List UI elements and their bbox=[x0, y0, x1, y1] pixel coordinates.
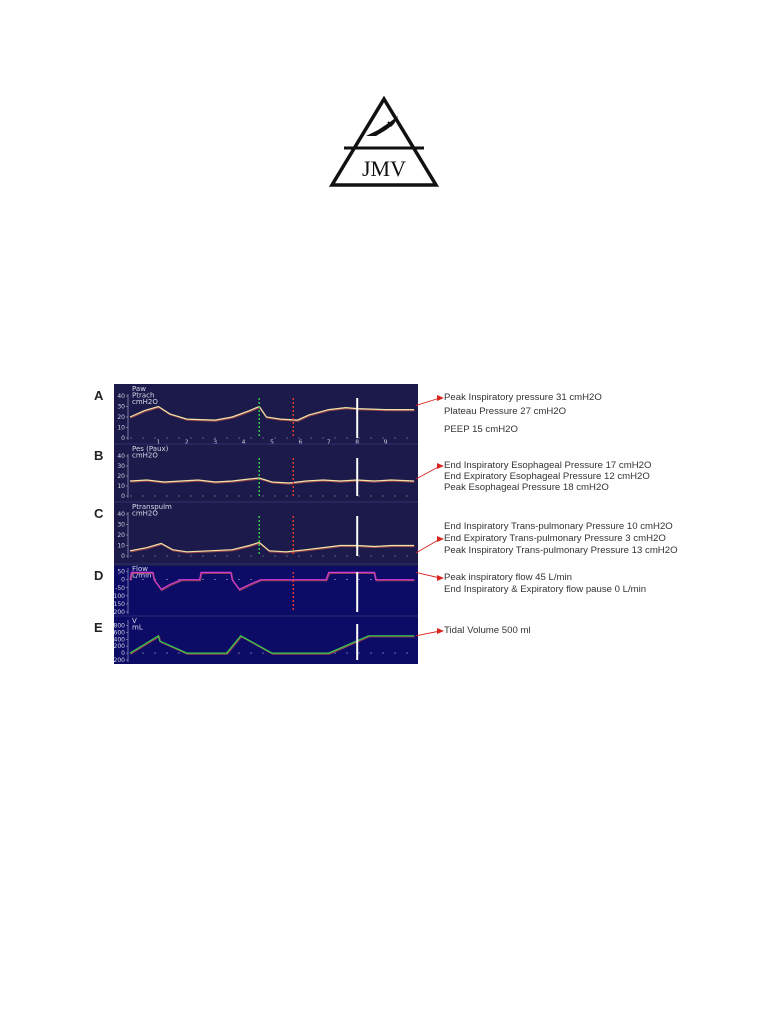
annotation-arrow bbox=[416, 466, 440, 479]
y-tick-label: 0 bbox=[121, 493, 125, 500]
y-tick-label: 0 bbox=[121, 650, 125, 658]
y-tick-label: -150 bbox=[111, 600, 125, 608]
y-tick-label: 10 bbox=[117, 424, 125, 432]
annotation-text: End Expiratory Esophageal Pressure 12 cmH2O bbox=[444, 471, 650, 482]
trace-label: Ptrach bbox=[132, 391, 155, 400]
panel-label-e: E bbox=[94, 620, 103, 635]
x-tick-label: 1 bbox=[156, 439, 161, 446]
logo-text: JMV bbox=[361, 156, 407, 181]
x-tick-label: 6 bbox=[298, 439, 303, 446]
panel-label-a: A bbox=[94, 388, 104, 403]
y-tick-label: 20 bbox=[117, 473, 125, 480]
y-tick-label: 40 bbox=[117, 393, 125, 400]
y-tick-label: 10 bbox=[117, 542, 125, 550]
panel-label-b: B bbox=[94, 448, 104, 463]
trace-label: Flow bbox=[132, 565, 148, 573]
x-tick-label: 4 bbox=[241, 439, 246, 446]
annotation-text: End Inspiratory & Expiratory flow pause 0 L/min bbox=[444, 584, 647, 595]
annotation-arrowhead bbox=[437, 628, 444, 634]
y-tick-label: 40 bbox=[117, 453, 125, 460]
annotation-arrowhead bbox=[437, 463, 444, 469]
trace-label: Pes (Paux) bbox=[132, 445, 169, 453]
y-tick-label: -50 bbox=[115, 584, 125, 592]
y-tick-label: 200 bbox=[113, 643, 125, 651]
annotation-arrow bbox=[416, 572, 440, 578]
panel-label-d: D bbox=[94, 568, 104, 583]
y-tick-label: 40 bbox=[117, 511, 125, 518]
y-tick-label: 30 bbox=[117, 521, 125, 529]
x-tick-label: 3 bbox=[213, 439, 218, 446]
y-tick-label: 20 bbox=[117, 414, 125, 421]
annotation-text: Peak inspiratory flow 45 L/min bbox=[444, 572, 572, 583]
annotation-arrow bbox=[416, 539, 440, 553]
y-tick-label: -100 bbox=[111, 592, 125, 600]
y-tick-label: 800 bbox=[113, 622, 125, 630]
annotation-text: End Inspiratory Esophageal Pressure 17 cmH2O bbox=[444, 460, 652, 471]
panel-label-c: C bbox=[94, 506, 104, 521]
y-tick-label: -200 bbox=[111, 609, 125, 616]
x-tick-label: 9 bbox=[383, 439, 388, 446]
trace-label: Ptranspulm bbox=[132, 503, 172, 511]
annotation-text: Peak Inspiratory Trans-pulmonary Pressure 13 cmH2O bbox=[444, 545, 678, 556]
trace-label: cmH2O bbox=[132, 451, 158, 460]
y-tick-label: 0 bbox=[121, 435, 125, 442]
y-tick-label: 0 bbox=[121, 553, 125, 560]
annotation-arrowhead bbox=[437, 536, 444, 542]
pressure-panels-background bbox=[114, 384, 418, 566]
y-tick-label: 600 bbox=[113, 629, 125, 637]
y-tick-label: 30 bbox=[117, 463, 125, 470]
trace-label: V bbox=[132, 617, 137, 625]
trace-label: Paw bbox=[132, 385, 146, 393]
y-tick-label: 400 bbox=[113, 636, 125, 644]
annotation-text: Tidal Volume 500 ml bbox=[444, 625, 531, 636]
x-tick-label: 2 bbox=[184, 439, 189, 446]
annotation-arrowhead bbox=[437, 395, 444, 401]
trace-label: cmH2O bbox=[132, 398, 158, 406]
y-tick-label: 10 bbox=[117, 483, 125, 490]
x-tick-label: 8 bbox=[355, 439, 360, 446]
annotation-arrow bbox=[416, 398, 440, 405]
y-tick-label: 50 bbox=[117, 568, 125, 576]
y-tick-label: -200 bbox=[111, 657, 125, 664]
annotation-arrow bbox=[416, 631, 440, 636]
annotation-text: End Inspiratory Trans-pulmonary Pressure 10 cmH2O bbox=[444, 521, 673, 532]
trace-label: cmH2O bbox=[132, 509, 158, 518]
annotation-arrowhead bbox=[437, 575, 444, 581]
annotation-text: Peak Inspiratory pressure 31 cmH2O bbox=[444, 392, 602, 403]
annotation-text: Peak Esophageal Pressure 18 cmH2O bbox=[444, 482, 609, 493]
y-tick-label: 0 bbox=[121, 576, 125, 584]
y-tick-label: 30 bbox=[117, 403, 125, 411]
annotation-text: PEEP 15 cmH2O bbox=[444, 424, 518, 435]
x-tick-label: 7 bbox=[326, 439, 331, 446]
annotation-text: End Expiratory Trans-pulmonary Pressure 3 cmH2O bbox=[444, 533, 666, 544]
annotation-text: Plateau Pressure 27 cmH2O bbox=[444, 406, 567, 417]
trace-label: L/min bbox=[132, 571, 152, 580]
x-tick-label: 5 bbox=[270, 439, 274, 446]
trace-label: mL bbox=[132, 623, 143, 632]
y-tick-label: 20 bbox=[117, 532, 125, 539]
